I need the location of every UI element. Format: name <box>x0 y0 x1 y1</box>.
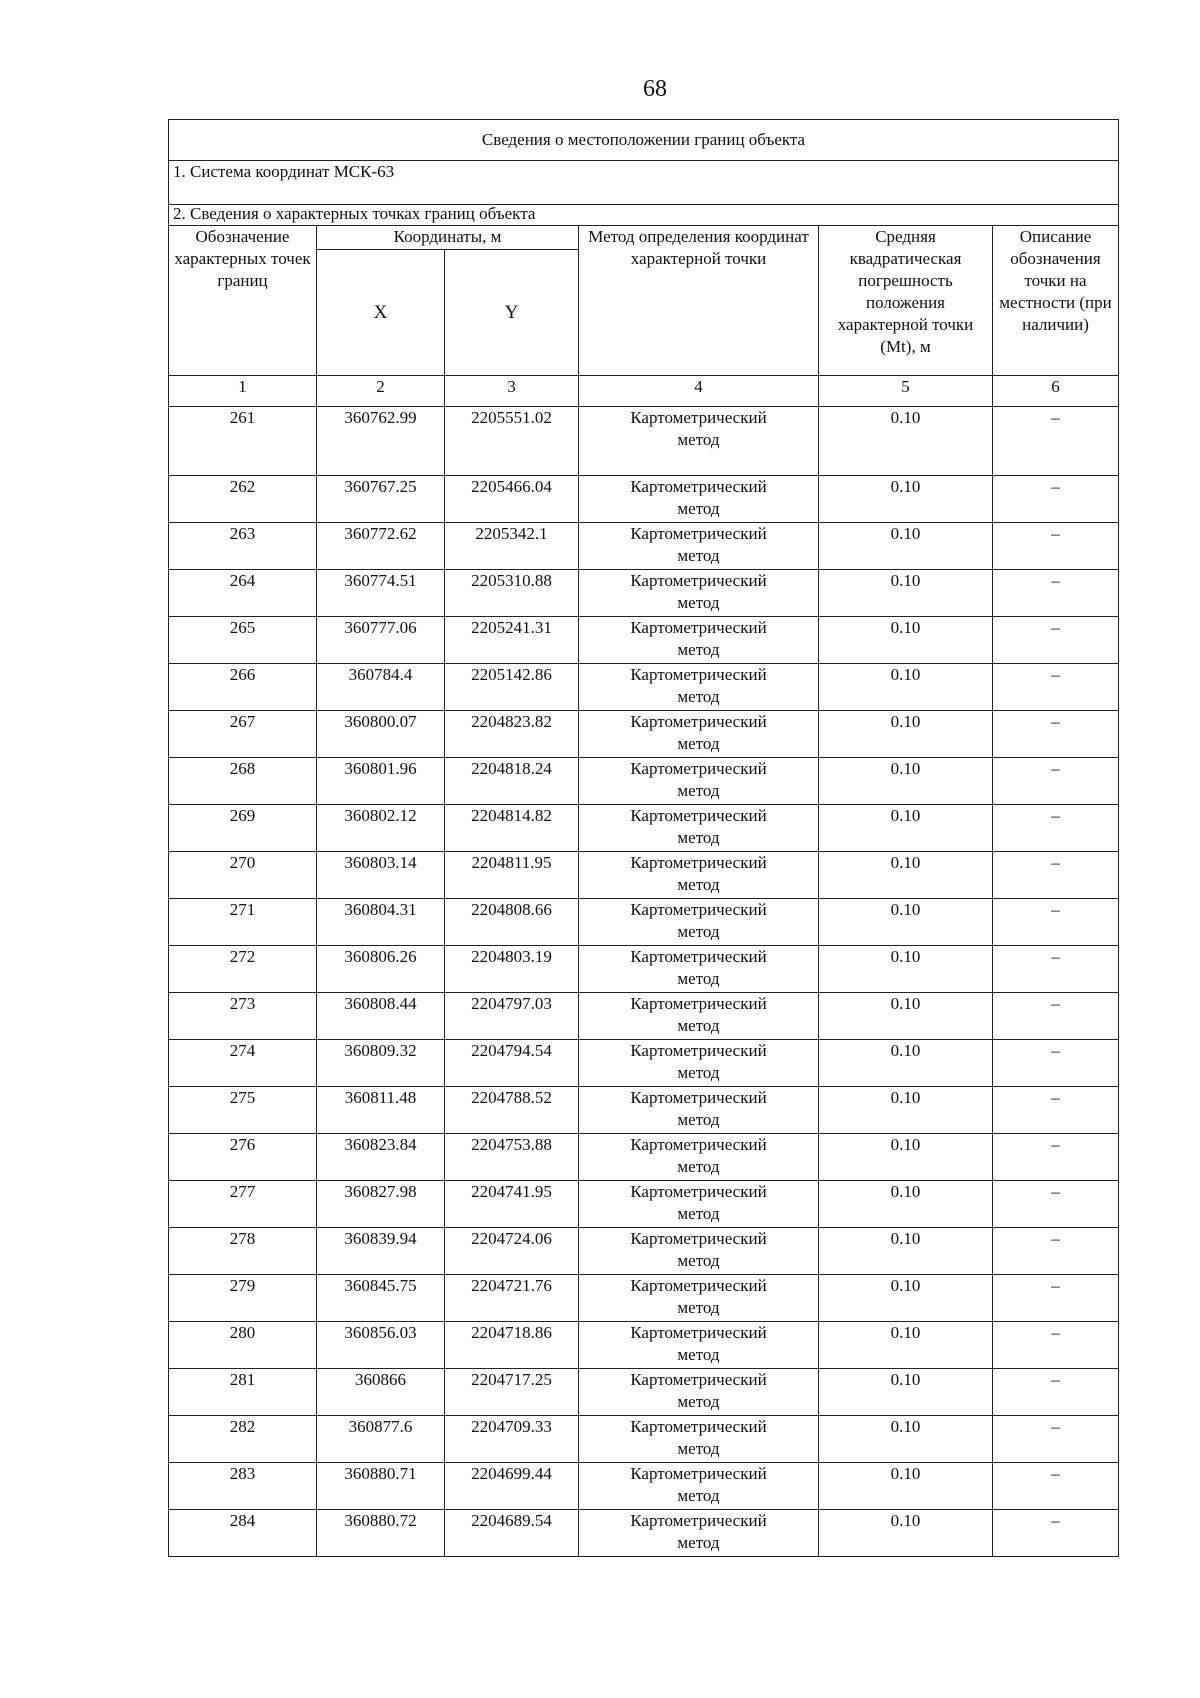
header-x: X <box>317 250 445 376</box>
point-id: 270 <box>169 852 317 899</box>
method-line-2: метод <box>677 875 720 894</box>
coord-x: 360880.72 <box>317 1510 445 1557</box>
method-line-1: Картометрический <box>630 1323 767 1342</box>
column-number: 5 <box>819 376 993 407</box>
method-line-1: Картометрический <box>630 947 767 966</box>
mean-error: 0.10 <box>819 407 993 476</box>
method-line-2: метод <box>677 1204 720 1223</box>
coord-y: 2204721.76 <box>445 1275 579 1322</box>
method-line-2: метод <box>677 546 720 565</box>
mean-error: 0.10 <box>819 1275 993 1322</box>
point-description: – <box>993 1510 1119 1557</box>
coord-y: 2204811.95 <box>445 852 579 899</box>
method <box>579 664 819 711</box>
coord-y: 2205551.02 <box>445 407 579 476</box>
point-id: 265 <box>169 617 317 664</box>
method-line-1: Картометрический <box>630 524 767 543</box>
coord-y: 2204709.33 <box>445 1416 579 1463</box>
method-line-2: метод <box>677 1439 720 1458</box>
method-line-2: метод <box>677 593 720 612</box>
table-row <box>169 1087 1119 1134</box>
header-y: Y <box>445 250 579 376</box>
method-line-1: Картометрический <box>630 1370 767 1389</box>
table-row <box>169 993 1119 1040</box>
coord-x: 360800.07 <box>317 711 445 758</box>
point-id: 277 <box>169 1181 317 1228</box>
mean-error: 0.10 <box>819 523 993 570</box>
coord-y: 2205241.31 <box>445 617 579 664</box>
method-line-1: Картометрический <box>630 759 767 778</box>
point-description: – <box>993 852 1119 899</box>
coord-x: 360809.32 <box>317 1040 445 1087</box>
column-number: 2 <box>317 376 445 407</box>
method-line-2: метод <box>677 687 720 706</box>
coord-y: 2205310.88 <box>445 570 579 617</box>
boundary-points-table <box>168 119 1119 1557</box>
point-description: – <box>993 946 1119 993</box>
coord-x: 360880.71 <box>317 1463 445 1510</box>
method <box>579 476 819 523</box>
method-line-2: метод <box>677 1486 720 1505</box>
mean-error: 0.10 <box>819 1369 993 1416</box>
mean-error: 0.10 <box>819 993 993 1040</box>
coord-x: 360866 <box>317 1369 445 1416</box>
coord-y: 2204797.03 <box>445 993 579 1040</box>
point-id: 276 <box>169 1134 317 1181</box>
method-line-1: Картометрический <box>630 1041 767 1060</box>
table-row <box>169 407 1119 476</box>
point-description: – <box>993 1181 1119 1228</box>
point-id: 275 <box>169 1087 317 1134</box>
coord-x: 360784.4 <box>317 664 445 711</box>
method-line-1: Картометрический <box>630 1088 767 1107</box>
method <box>579 805 819 852</box>
method <box>579 617 819 664</box>
mean-error: 0.10 <box>819 758 993 805</box>
point-description: – <box>993 664 1119 711</box>
method-line-2: метод <box>677 1157 720 1176</box>
coord-x: 360877.6 <box>317 1416 445 1463</box>
point-id: 279 <box>169 1275 317 1322</box>
method-line-2: метод <box>677 734 720 753</box>
mean-error: 0.10 <box>819 664 993 711</box>
point-description: – <box>993 1275 1119 1322</box>
method-line-2: метод <box>677 1110 720 1129</box>
point-id: 283 <box>169 1463 317 1510</box>
point-id: 274 <box>169 1040 317 1087</box>
coord-y: 2204718.86 <box>445 1322 579 1369</box>
method-line-2: метод <box>677 1251 720 1270</box>
point-description: – <box>993 1087 1119 1134</box>
method-line-1: Картометрический <box>630 1229 767 1248</box>
method-line-2: метод <box>677 1392 720 1411</box>
method <box>579 1322 819 1369</box>
coord-y: 2204823.82 <box>445 711 579 758</box>
coord-x: 360762.99 <box>317 407 445 476</box>
point-id: 272 <box>169 946 317 993</box>
table-row <box>169 1322 1119 1369</box>
mean-error: 0.10 <box>819 946 993 993</box>
method <box>579 899 819 946</box>
table-row <box>169 1228 1119 1275</box>
point-description: – <box>993 805 1119 852</box>
method-line-1: Картометрический <box>630 1135 767 1154</box>
method <box>579 1134 819 1181</box>
coord-x: 360802.12 <box>317 805 445 852</box>
method-line-2: метод <box>677 828 720 847</box>
table-row <box>169 1510 1119 1557</box>
point-description: – <box>993 711 1119 758</box>
point-id: 280 <box>169 1322 317 1369</box>
point-description: – <box>993 1369 1119 1416</box>
mean-error: 0.10 <box>819 476 993 523</box>
method <box>579 1087 819 1134</box>
point-description: – <box>993 1463 1119 1510</box>
method-line-1: Картометрический <box>630 994 767 1013</box>
mean-error: 0.10 <box>819 1463 993 1510</box>
method-line-1: Картометрический <box>630 712 767 731</box>
point-id: 262 <box>169 476 317 523</box>
method <box>579 1228 819 1275</box>
method-line-1: Картометрический <box>630 618 767 637</box>
column-numbers-row <box>169 376 1119 407</box>
method-line-1: Картометрический <box>630 408 767 427</box>
coord-x: 360772.62 <box>317 523 445 570</box>
method-line-1: Картометрический <box>630 1276 767 1295</box>
coord-y: 2205142.86 <box>445 664 579 711</box>
point-id: 267 <box>169 711 317 758</box>
table-row <box>169 946 1119 993</box>
point-id: 271 <box>169 899 317 946</box>
coord-y: 2204803.19 <box>445 946 579 993</box>
table-row <box>169 1369 1119 1416</box>
point-description: – <box>993 899 1119 946</box>
method <box>579 758 819 805</box>
method <box>579 1463 819 1510</box>
column-number: 6 <box>993 376 1119 407</box>
mean-error: 0.10 <box>819 1181 993 1228</box>
method <box>579 1369 819 1416</box>
method <box>579 711 819 758</box>
method-line-2: метод <box>677 781 720 800</box>
table-row <box>169 805 1119 852</box>
method-line-2: метод <box>677 922 720 941</box>
column-number: 1 <box>169 376 317 407</box>
method <box>579 1181 819 1228</box>
coord-y: 2204717.25 <box>445 1369 579 1416</box>
coord-x: 360777.06 <box>317 617 445 664</box>
table-row <box>169 1040 1119 1087</box>
method-line-1: Картометрический <box>630 477 767 496</box>
header-method: Метод определения координат характерной точки <box>579 226 819 376</box>
table-row <box>169 758 1119 805</box>
coord-x: 360767.25 <box>317 476 445 523</box>
point-id: 278 <box>169 1228 317 1275</box>
mean-error: 0.10 <box>819 1040 993 1087</box>
coord-y: 2204818.24 <box>445 758 579 805</box>
mean-error: 0.10 <box>819 570 993 617</box>
coord-x: 360806.26 <box>317 946 445 993</box>
coord-x: 360839.94 <box>317 1228 445 1275</box>
method-line-2: метод <box>677 499 720 518</box>
table-row <box>169 570 1119 617</box>
coord-y: 2204741.95 <box>445 1181 579 1228</box>
coord-x: 360808.44 <box>317 993 445 1040</box>
method-line-1: Картометрический <box>630 853 767 872</box>
table-row <box>169 711 1119 758</box>
point-description: – <box>993 1134 1119 1181</box>
method-line-1: Картометрический <box>630 806 767 825</box>
header-description: Описание обозначения точки на местности (при наличии) <box>993 226 1119 376</box>
point-id: 284 <box>169 1510 317 1557</box>
method-line-2: метод <box>677 1016 720 1035</box>
page-number: 68 <box>643 76 667 102</box>
point-id: 281 <box>169 1369 317 1416</box>
mean-error: 0.10 <box>819 1228 993 1275</box>
point-description: – <box>993 1416 1119 1463</box>
column-number: 4 <box>579 376 819 407</box>
mean-error: 0.10 <box>819 1322 993 1369</box>
table-row <box>169 617 1119 664</box>
method <box>579 1275 819 1322</box>
method-line-1: Картометрический <box>630 665 767 684</box>
method-line-1: Картометрический <box>630 1464 767 1483</box>
header-error: Средняя квадратическая погрешность положения характерной точки (Mt), м <box>819 226 993 376</box>
coord-y: 2204753.88 <box>445 1134 579 1181</box>
coord-x: 360845.75 <box>317 1275 445 1322</box>
method-line-1: Картометрический <box>630 1511 767 1530</box>
method <box>579 523 819 570</box>
mean-error: 0.10 <box>819 805 993 852</box>
coord-y: 2204808.66 <box>445 899 579 946</box>
mean-error: 0.10 <box>819 1416 993 1463</box>
header-point: Обозначение характерных точек границ <box>169 226 317 376</box>
method-line-2: метод <box>677 1298 720 1317</box>
point-description: – <box>993 1040 1119 1087</box>
coord-x: 360856.03 <box>317 1322 445 1369</box>
table-row <box>169 1416 1119 1463</box>
point-id: 282 <box>169 1416 317 1463</box>
mean-error: 0.10 <box>819 1087 993 1134</box>
section-title: 2. Сведения о характерных точках границ объекта <box>169 205 1119 226</box>
coord-y: 2205466.04 <box>445 476 579 523</box>
coord-x: 360801.96 <box>317 758 445 805</box>
method-line-2: метод <box>677 1533 720 1552</box>
column-number: 3 <box>445 376 579 407</box>
point-description: – <box>993 617 1119 664</box>
mean-error: 0.10 <box>819 711 993 758</box>
method <box>579 1040 819 1087</box>
coord-y: 2204689.54 <box>445 1510 579 1557</box>
point-id: 266 <box>169 664 317 711</box>
point-description: – <box>993 570 1119 617</box>
coord-x: 360774.51 <box>317 570 445 617</box>
method <box>579 946 819 993</box>
method-line-1: Картометрический <box>630 900 767 919</box>
method-line-1: Картометрический <box>630 1417 767 1436</box>
method <box>579 1416 819 1463</box>
coord-x: 360811.48 <box>317 1087 445 1134</box>
method <box>579 407 819 476</box>
mean-error: 0.10 <box>819 852 993 899</box>
point-description: – <box>993 476 1119 523</box>
point-id: 268 <box>169 758 317 805</box>
table-row <box>169 1275 1119 1322</box>
mean-error: 0.10 <box>819 617 993 664</box>
method <box>579 1510 819 1557</box>
point-id: 269 <box>169 805 317 852</box>
table-row <box>169 1181 1119 1228</box>
method <box>579 570 819 617</box>
coord-y: 2204794.54 <box>445 1040 579 1087</box>
coord-y: 2204788.52 <box>445 1087 579 1134</box>
table-row <box>169 1134 1119 1181</box>
coord-x: 360823.84 <box>317 1134 445 1181</box>
point-description: – <box>993 407 1119 476</box>
coord-x: 360827.98 <box>317 1181 445 1228</box>
coord-x: 360803.14 <box>317 852 445 899</box>
mean-error: 0.10 <box>819 899 993 946</box>
coordinate-system: 1. Система координат МСК-63 <box>169 161 1119 205</box>
point-description: – <box>993 1322 1119 1369</box>
table-row <box>169 664 1119 711</box>
point-description: – <box>993 993 1119 1040</box>
table-row <box>169 1463 1119 1510</box>
point-description: – <box>993 1228 1119 1275</box>
point-id: 273 <box>169 993 317 1040</box>
method-line-2: метод <box>677 1345 720 1364</box>
table-row <box>169 523 1119 570</box>
table-row <box>169 899 1119 946</box>
table-row <box>169 476 1119 523</box>
method <box>579 852 819 899</box>
coord-y: 2205342.1 <box>445 523 579 570</box>
coord-y: 2204814.82 <box>445 805 579 852</box>
coord-y: 2204699.44 <box>445 1463 579 1510</box>
coord-y: 2204724.06 <box>445 1228 579 1275</box>
point-id: 263 <box>169 523 317 570</box>
method-line-1: Картометрический <box>630 1182 767 1201</box>
header-coords: Координаты, м <box>317 226 579 250</box>
point-id: 264 <box>169 570 317 617</box>
table-row <box>169 852 1119 899</box>
point-id: 261 <box>169 407 317 476</box>
mean-error: 0.10 <box>819 1134 993 1181</box>
method <box>579 993 819 1040</box>
point-description: – <box>993 758 1119 805</box>
method-line-2: метод <box>677 430 720 449</box>
table-title: Сведения о местоположении границ объекта <box>169 120 1119 161</box>
mean-error: 0.10 <box>819 1510 993 1557</box>
method-line-1: Картометрический <box>630 571 767 590</box>
coord-x: 360804.31 <box>317 899 445 946</box>
method-line-2: метод <box>677 969 720 988</box>
method-line-2: метод <box>677 640 720 659</box>
method-line-2: метод <box>677 1063 720 1082</box>
point-description: – <box>993 523 1119 570</box>
